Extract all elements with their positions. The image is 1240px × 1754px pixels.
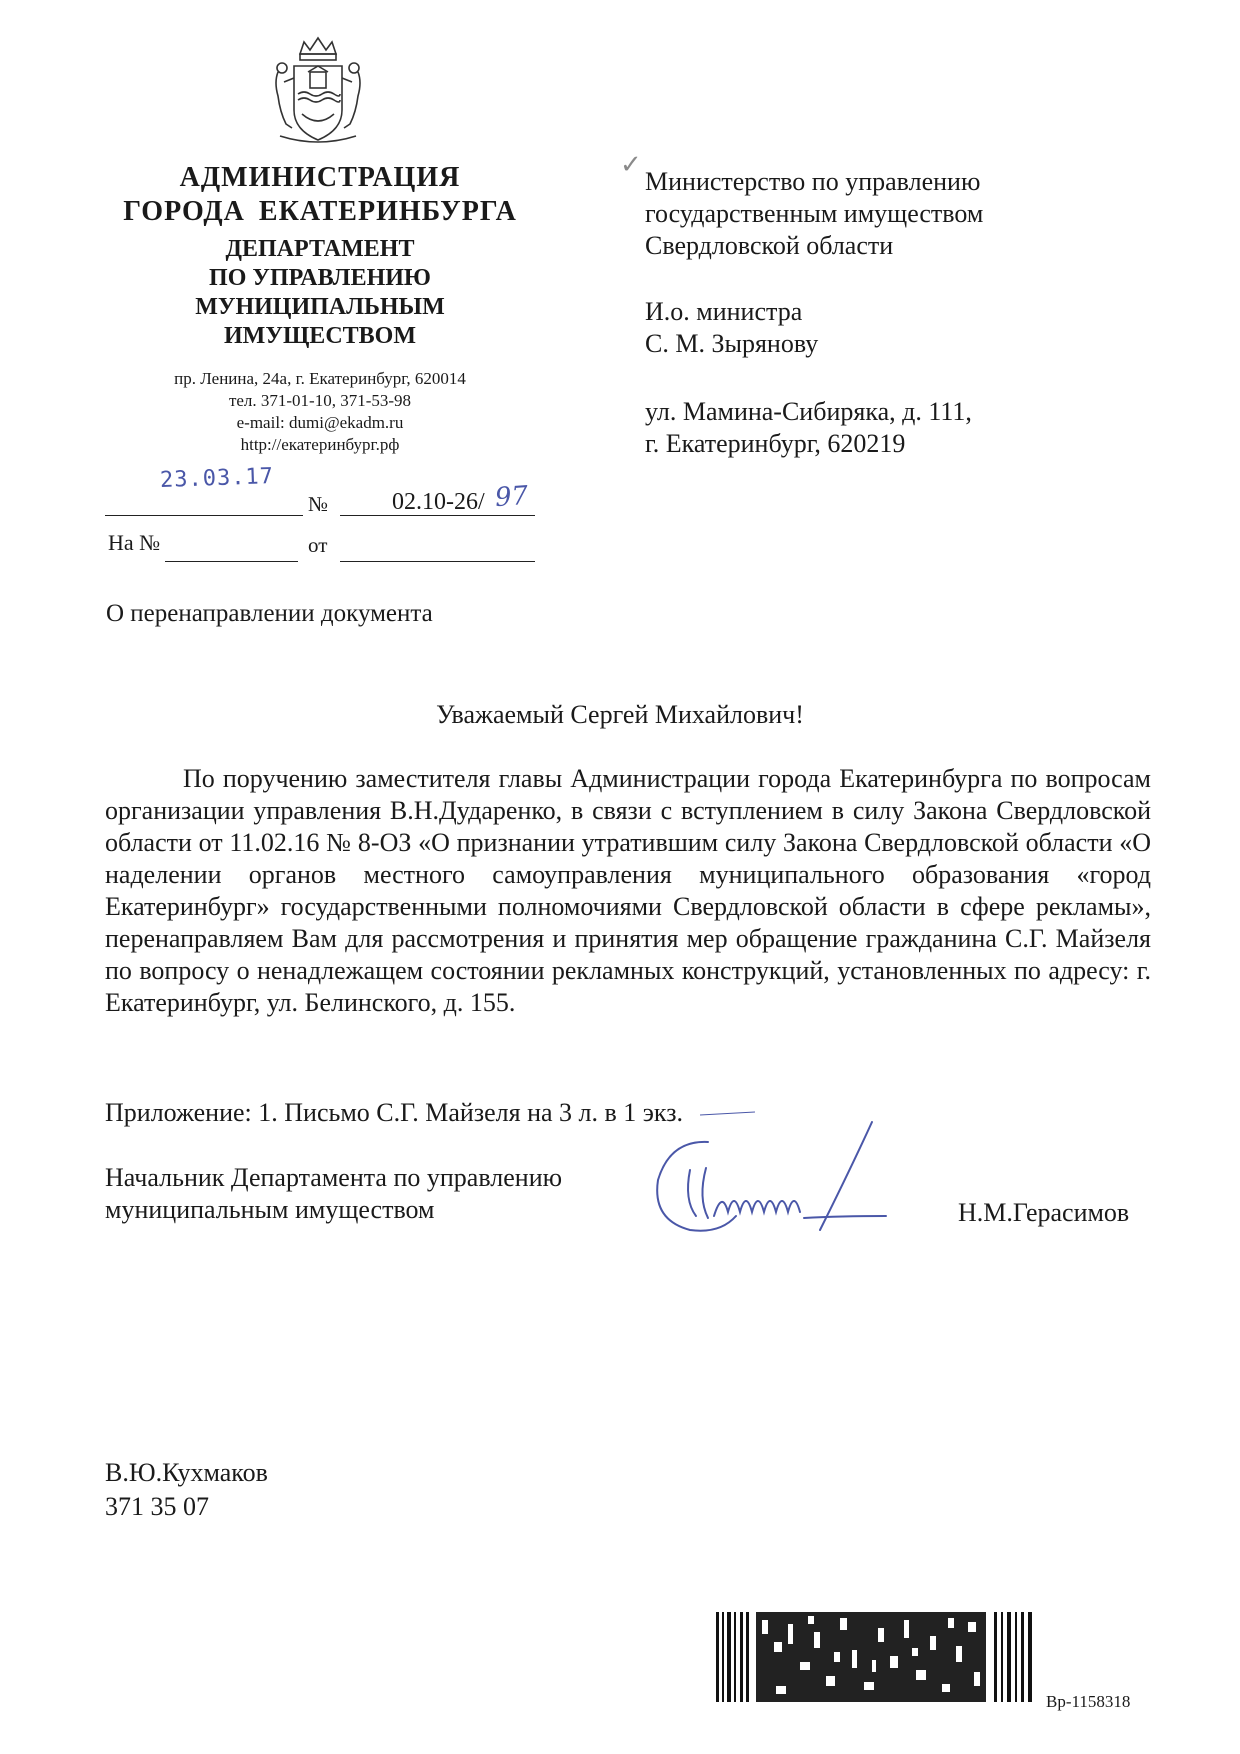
barcode-id: Вр-1158318	[1046, 1692, 1131, 1711]
body-paragraph: По поручению заместителя главы Администрации города Екатеринбурга по вопросам организации управления В.Н.Дударенко, в связи с вступлением в силу Закона Свердловской области от 11.02.16 № 8-ОЗ «О признании утратившим силу Закона Свердловской области «О наделении органов местного самоуправления муниципального образования «город Екатеринбург» государственными полномочиями Свердловской области в сфере рекламы», перенаправляем Вам для рассмотрения и принятия мер обращение гражданина С.Г. Майзеля по вопросу о ненадлежащем состоянии рекламных конструкций, установленных по адресу: г. Екатеринбург, ул. Белинского, д. 155.	[105, 764, 1151, 1017]
executor-phone: 371 35 07	[105, 1492, 209, 1521]
signer-position-line-1: Начальник Департамента по управлению	[105, 1163, 563, 1192]
addressee-position: И.о. министра	[645, 297, 803, 326]
addressee-name: С. М. Зырянову	[645, 329, 819, 358]
addressee-line-2: государственным имуществом	[645, 199, 984, 228]
attachment-strike-mark	[700, 1112, 755, 1116]
addressee-line-1: Министерство по управлению	[645, 167, 981, 196]
registration-number-handwritten: 97	[493, 480, 530, 514]
department-line-3: МУНИЦИПАЛЬНЫМ	[195, 294, 445, 320]
addressee-city: г. Екатеринбург, 620219	[645, 429, 906, 458]
signer-name: Н.М.Герасимов	[958, 1198, 1130, 1227]
registration-number: 02.10-26/	[392, 489, 485, 515]
executor-name: В.Ю.Кухмаков	[105, 1458, 268, 1487]
attachment-note: Приложение: 1. Письмо С.Г. Майзеля на 3 л. в 1 экз.	[105, 1098, 683, 1127]
date-field-line	[105, 515, 303, 516]
letter-subject: О перенаправлении документа	[106, 600, 433, 627]
addressee-street: ул. Мамина-Сибиряка, д. 111,	[645, 397, 972, 426]
org-name-line-2: ГОРОДА ЕКАТЕРИНБУРГА	[123, 196, 517, 227]
reference-date-line	[340, 561, 535, 562]
department-line-2: ПО УПРАВЛЕНИЮ	[209, 265, 431, 291]
coat-of-arms-emblem	[270, 32, 366, 150]
greeting: Уважаемый Сергей Михайлович!	[436, 700, 804, 729]
addressee-line-3: Свердловской области	[645, 231, 894, 260]
check-mark-icon: ✓	[620, 150, 642, 180]
reference-date-label: от	[308, 533, 328, 557]
department-line-1: ДЕПАРТАМЕНТ	[225, 236, 415, 262]
contact-website: http://екатеринбург.рф	[240, 435, 400, 454]
reference-number-label: На №	[108, 530, 161, 555]
stamped-date: 23.03.17	[159, 464, 275, 493]
reference-number-line	[165, 561, 298, 562]
signer-position-line-2: муниципальным имуществом	[105, 1195, 435, 1224]
contact-phone: тел. 371-01-10, 371-53-98	[228, 391, 412, 410]
document-barcode	[716, 1612, 1034, 1702]
org-name-line-1: АДМИНИСТРАЦИЯ	[179, 162, 461, 193]
contact-email: e-mail: dumi@ekadm.ru	[236, 413, 404, 432]
contact-address: пр. Ленина, 24а, г. Екатеринбург, 620014	[174, 369, 466, 388]
number-label: №	[308, 492, 329, 516]
handwritten-signature	[650, 1120, 940, 1260]
department-line-4: ИМУЩЕСТВОМ	[224, 323, 416, 349]
